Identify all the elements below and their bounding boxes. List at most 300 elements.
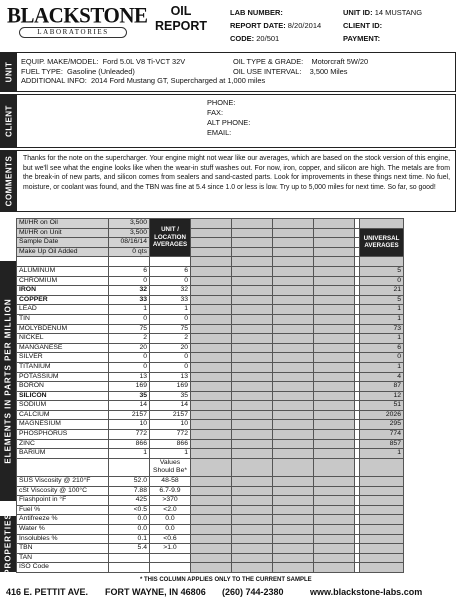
history-cell xyxy=(191,505,232,515)
report-title xyxy=(146,4,216,34)
history-cell xyxy=(273,449,314,459)
property-should-be: <0.6 xyxy=(150,534,191,544)
history-cell xyxy=(232,430,273,440)
history-cell xyxy=(191,410,232,420)
property-value: 52.0 xyxy=(109,477,150,487)
element-universal-average: 4 xyxy=(360,372,404,382)
history-cell xyxy=(314,486,355,496)
history-cell xyxy=(232,238,273,248)
history-cell xyxy=(191,544,232,554)
equip-label: EQUIP. MAKE/MODEL: xyxy=(21,57,99,66)
element-unit-average: 0 xyxy=(150,276,191,286)
lab-number-label: LAB NUMBER: xyxy=(230,8,283,17)
history-cell xyxy=(273,391,314,401)
property-should-be: <2.0 xyxy=(150,505,191,515)
history-cell xyxy=(314,247,355,257)
history-cell xyxy=(191,420,232,430)
history-cell xyxy=(232,449,273,459)
element-sample-value: 0 xyxy=(109,314,150,324)
property-universal xyxy=(360,505,404,515)
history-cell xyxy=(191,439,232,449)
element-name: POTASSIUM xyxy=(17,372,109,382)
property-row xyxy=(17,553,404,563)
report-meta-right xyxy=(343,6,422,45)
oil-type-value: Motorcraft 5W/20 xyxy=(311,57,369,66)
element-sample-value: 0 xyxy=(109,276,150,286)
history-cell xyxy=(232,314,273,324)
sample-info-value: 08/16/14 xyxy=(109,238,150,248)
element-sample-value: 866 xyxy=(109,439,150,449)
history-cell xyxy=(232,477,273,487)
additional-info-label: ADDITIONAL INFO: xyxy=(21,76,87,85)
element-row xyxy=(17,382,404,392)
element-name: TIN xyxy=(17,314,109,324)
element-sample-value: 1 xyxy=(109,305,150,315)
element-row xyxy=(17,343,404,353)
element-unit-average: 2 xyxy=(150,334,191,344)
oil-type-label: OIL TYPE & GRADE: xyxy=(233,57,304,66)
property-value xyxy=(109,553,150,563)
history-cell xyxy=(314,410,355,420)
client-side-label: CLIENT xyxy=(1,95,17,147)
history-cell xyxy=(232,334,273,344)
history-cell xyxy=(314,544,355,554)
spacer-cell xyxy=(360,257,404,267)
comments-text: Thanks for the note on the supercharger. Your engine might not wear like our averages, which are based on the stock version of this engine, but we'll see what the engine looks like when the wear-in stuff washes out. For now, iron, copper, and silicon are high. The metals are from the break-in of new parts, and silicon comes from sealers and sand-casted parts. Look for improvements in these things next time. No fuel, moisture, or coolant was found, and the TBN was fine at 5.4 since 1.0 or less is low. Try up to 5,000 miles for next time. So far, so good! xyxy=(23,155,450,191)
properties-header-row xyxy=(17,458,404,476)
footer-phone: (260) 744-2380 xyxy=(222,587,284,597)
element-unit-average: 75 xyxy=(150,324,191,334)
property-row xyxy=(17,525,404,535)
client-contact-fields xyxy=(207,98,250,138)
unit-averages-header: UNIT / LOCATION AVERAGES xyxy=(150,219,191,257)
fax-label: FAX: xyxy=(207,108,224,117)
sample-info-row xyxy=(17,247,404,257)
history-cell xyxy=(232,553,273,563)
element-universal-average: 73 xyxy=(360,324,404,334)
sample-info-label: Make Up Oil Added xyxy=(17,247,109,257)
history-cell xyxy=(273,314,314,324)
history-cell xyxy=(232,372,273,382)
history-cell xyxy=(191,430,232,440)
element-unit-average: 866 xyxy=(150,439,191,449)
blackstone-logo xyxy=(7,2,148,44)
history-cell xyxy=(232,525,273,535)
element-row xyxy=(17,449,404,459)
history-cell xyxy=(191,247,232,257)
history-cell xyxy=(273,228,314,238)
history-cell xyxy=(232,228,273,238)
element-row xyxy=(17,362,404,372)
history-cell xyxy=(314,286,355,296)
history-cell xyxy=(314,553,355,563)
client-section xyxy=(0,94,456,148)
element-row xyxy=(17,324,404,334)
element-sample-value: 1 xyxy=(109,449,150,459)
element-unit-average: 6 xyxy=(150,266,191,276)
history-cell xyxy=(232,305,273,315)
history-cell xyxy=(232,410,273,420)
element-sample-value: 2 xyxy=(109,334,150,344)
equip-value: Ford 5.0L V8 Ti-VCT 32V xyxy=(102,57,186,66)
oil-interval-value: 3,500 Miles xyxy=(309,66,348,76)
element-sample-value: 35 xyxy=(109,391,150,401)
element-sample-value: 32 xyxy=(109,286,150,296)
property-value: 425 xyxy=(109,496,150,506)
unit-side-label: UNIT xyxy=(1,53,17,91)
comments-section xyxy=(0,150,456,212)
property-value: 7.88 xyxy=(109,486,150,496)
history-cell xyxy=(232,401,273,411)
element-sample-value: 14 xyxy=(109,401,150,411)
unit-id-label: UNIT ID: xyxy=(343,8,373,17)
property-should-be: 0.0 xyxy=(150,525,191,535)
code-label: CODE: xyxy=(230,34,255,43)
element-row xyxy=(17,401,404,411)
history-cell xyxy=(191,324,232,334)
element-name: LEAD xyxy=(17,305,109,315)
property-universal xyxy=(360,544,404,554)
history-cell xyxy=(232,266,273,276)
history-cell xyxy=(232,391,273,401)
elements-side-label: ELEMENTS IN PARTS PER MILLION xyxy=(0,261,16,501)
results-table xyxy=(16,218,404,573)
element-unit-average: 33 xyxy=(150,295,191,305)
alt-phone-label: ALT PHONE: xyxy=(207,118,251,127)
history-cell xyxy=(232,534,273,544)
element-unit-average: 0 xyxy=(150,362,191,372)
element-row xyxy=(17,439,404,449)
element-name: ZINC xyxy=(17,439,109,449)
history-cell xyxy=(314,314,355,324)
history-cell xyxy=(232,257,273,267)
history-cell xyxy=(314,343,355,353)
history-cell xyxy=(232,247,273,257)
history-cell xyxy=(314,534,355,544)
element-row xyxy=(17,391,404,401)
properties-header-blank xyxy=(17,458,109,476)
history-cell xyxy=(314,334,355,344)
footer-address: 416 E. PETTIT AVE. xyxy=(6,587,89,597)
element-name: BARIUM xyxy=(17,449,109,459)
properties-side-label: PROPERTIES xyxy=(0,516,16,572)
history-cell xyxy=(273,515,314,525)
column-gap xyxy=(355,238,360,248)
history-cell xyxy=(273,362,314,372)
sample-info-label: MI/HR on Oil xyxy=(17,219,109,229)
element-unit-average: 20 xyxy=(150,343,191,353)
property-universal xyxy=(360,553,404,563)
element-sample-value: 2157 xyxy=(109,410,150,420)
history-cell xyxy=(191,228,232,238)
element-name: PHOSPHORUS xyxy=(17,430,109,440)
history-cell xyxy=(314,401,355,411)
history-cell xyxy=(314,372,355,382)
logo-subtitle: LABORATORIES xyxy=(19,27,127,38)
element-name: MANGANESE xyxy=(17,343,109,353)
element-unit-average: 169 xyxy=(150,382,191,392)
property-universal xyxy=(360,563,404,573)
element-row xyxy=(17,314,404,324)
element-name: BORON xyxy=(17,382,109,392)
element-universal-average: 5 xyxy=(360,266,404,276)
unit-section xyxy=(0,52,456,92)
history-cell xyxy=(191,362,232,372)
history-cell xyxy=(232,382,273,392)
element-row xyxy=(17,276,404,286)
property-name: Fuel % xyxy=(17,505,109,515)
history-cell xyxy=(273,505,314,515)
element-unit-average: 1 xyxy=(150,305,191,315)
element-name: CALCIUM xyxy=(17,410,109,420)
element-name: MOLYBDENUM xyxy=(17,324,109,334)
element-universal-average: 1 xyxy=(360,305,404,315)
history-cell xyxy=(273,324,314,334)
sample-info-row xyxy=(17,238,404,248)
logo-name: BLACKSTONE xyxy=(7,2,148,28)
property-row xyxy=(17,486,404,496)
payment-label: PAYMENT: xyxy=(343,34,381,43)
property-universal xyxy=(360,525,404,535)
property-row xyxy=(17,544,404,554)
unit-info-right xyxy=(233,57,368,76)
history-cell xyxy=(232,362,273,372)
universal-averages-header: UNIVERSAL AVERAGES xyxy=(360,228,404,257)
spacer-cell xyxy=(109,257,150,267)
history-cell xyxy=(273,238,314,248)
history-cell xyxy=(191,276,232,286)
report-date-value: 8/20/2014 xyxy=(287,21,322,30)
history-cell xyxy=(273,430,314,440)
history-cell xyxy=(232,276,273,286)
history-cell xyxy=(314,295,355,305)
history-cell xyxy=(314,276,355,286)
history-cell xyxy=(191,295,232,305)
history-cell xyxy=(273,372,314,382)
history-cell xyxy=(314,515,355,525)
element-universal-average: 1 xyxy=(360,334,404,344)
history-cell xyxy=(314,324,355,334)
report-date-label: REPORT DATE: xyxy=(230,21,286,30)
history-cell xyxy=(273,439,314,449)
history-cell xyxy=(314,496,355,506)
element-universal-average: 1 xyxy=(360,362,404,372)
history-cell xyxy=(191,401,232,411)
element-name: COPPER xyxy=(17,295,109,305)
history-cell xyxy=(191,391,232,401)
history-cell xyxy=(191,486,232,496)
history-cell xyxy=(191,553,232,563)
column-gap xyxy=(355,247,360,257)
element-universal-average: 5 xyxy=(360,295,404,305)
property-should-be xyxy=(150,563,191,573)
history-cell xyxy=(314,439,355,449)
history-cell xyxy=(191,286,232,296)
element-unit-average: 1 xyxy=(150,449,191,459)
history-cell xyxy=(314,266,355,276)
history-cell xyxy=(314,353,355,363)
element-unit-average: 0 xyxy=(150,314,191,324)
element-universal-average: 1 xyxy=(360,314,404,324)
sample-info-label: Sample Date xyxy=(17,238,109,248)
property-row xyxy=(17,563,404,573)
element-universal-average: 774 xyxy=(360,430,404,440)
element-universal-average: 87 xyxy=(360,382,404,392)
history-cell xyxy=(232,295,273,305)
history-cell xyxy=(314,449,355,459)
element-row xyxy=(17,372,404,382)
element-name: NICKEL xyxy=(17,334,109,344)
element-universal-average: 0 xyxy=(360,353,404,363)
property-universal xyxy=(360,515,404,525)
history-cell xyxy=(232,505,273,515)
history-cell xyxy=(232,420,273,430)
oil-interval-label: OIL USE INTERVAL: xyxy=(233,66,302,76)
property-universal xyxy=(360,477,404,487)
history-cell xyxy=(273,563,314,573)
property-name: cSt Viscosity @ 100°C xyxy=(17,486,109,496)
history-cell xyxy=(273,276,314,286)
history-cell xyxy=(191,563,232,573)
history-cell xyxy=(191,372,232,382)
element-universal-average: 6 xyxy=(360,343,404,353)
property-name: Flashpoint in °F xyxy=(17,496,109,506)
element-universal-average: 1 xyxy=(360,449,404,459)
history-cell xyxy=(232,324,273,334)
history-cell xyxy=(273,486,314,496)
history-cell xyxy=(273,334,314,344)
element-universal-average: 295 xyxy=(360,420,404,430)
additional-info-value: 2014 Ford Mustang GT, Supercharged at 1,000 miles xyxy=(90,76,266,85)
footer-website: www.blackstone-labs.com xyxy=(310,587,423,597)
spacer-cell xyxy=(150,257,191,267)
element-name: SODIUM xyxy=(17,401,109,411)
element-sample-value: 169 xyxy=(109,382,150,392)
report-meta-left xyxy=(230,6,321,45)
element-sample-value: 772 xyxy=(109,430,150,440)
property-value: 0.0 xyxy=(109,515,150,525)
history-cell xyxy=(273,544,314,554)
element-sample-value: 33 xyxy=(109,295,150,305)
element-row xyxy=(17,295,404,305)
history-cell xyxy=(314,563,355,573)
property-row xyxy=(17,505,404,515)
property-value: 0.1 xyxy=(109,534,150,544)
history-cell xyxy=(191,305,232,315)
history-cell xyxy=(314,477,355,487)
element-sample-value: 13 xyxy=(109,372,150,382)
history-cell xyxy=(273,286,314,296)
email-label: EMAIL: xyxy=(207,128,232,137)
property-name: Antifreeze % xyxy=(17,515,109,525)
property-value: 5.4 xyxy=(109,544,150,554)
property-universal xyxy=(360,486,404,496)
element-sample-value: 10 xyxy=(109,420,150,430)
property-universal xyxy=(360,496,404,506)
history-cell xyxy=(232,515,273,525)
history-cell xyxy=(232,496,273,506)
element-unit-average: 35 xyxy=(150,391,191,401)
footnote: * THIS COLUMN APPLIES ONLY TO THE CURRENT SAMPLE xyxy=(140,577,312,583)
history-cell xyxy=(273,353,314,363)
history-cell xyxy=(314,382,355,392)
property-value xyxy=(109,563,150,573)
element-row xyxy=(17,286,404,296)
sample-info-value: 3,500 xyxy=(109,228,150,238)
history-cell xyxy=(314,391,355,401)
element-unit-average: 32 xyxy=(150,286,191,296)
history-cell xyxy=(191,238,232,248)
property-value: <0.5 xyxy=(109,505,150,515)
history-cell xyxy=(273,477,314,487)
element-row xyxy=(17,334,404,344)
spacer-cell xyxy=(17,257,109,267)
history-cell xyxy=(314,430,355,440)
element-sample-value: 20 xyxy=(109,343,150,353)
history-cell xyxy=(191,382,232,392)
element-name: SILICON xyxy=(17,391,109,401)
element-universal-average: 2026 xyxy=(360,410,404,420)
element-universal-average: 0 xyxy=(360,276,404,286)
element-name: CHROMIUM xyxy=(17,276,109,286)
history-cell xyxy=(191,534,232,544)
history-cell xyxy=(191,458,232,476)
element-row xyxy=(17,266,404,276)
history-cell xyxy=(232,343,273,353)
history-cell xyxy=(273,219,314,229)
sample-info-row xyxy=(17,219,404,229)
properties-header-blank xyxy=(360,458,404,476)
element-unit-average: 772 xyxy=(150,430,191,440)
phone-label: PHONE: xyxy=(207,98,236,107)
results-grid xyxy=(0,218,456,575)
element-universal-average: 51 xyxy=(360,401,404,411)
element-unit-average: 0 xyxy=(150,353,191,363)
history-cell xyxy=(191,266,232,276)
spacer-row xyxy=(17,257,404,267)
history-cell xyxy=(314,458,355,476)
history-cell xyxy=(232,486,273,496)
history-cell xyxy=(273,266,314,276)
sample-info-value: 0 qts xyxy=(109,247,150,257)
history-cell xyxy=(191,449,232,459)
report-title-line2: REPORT xyxy=(154,19,208,33)
history-cell xyxy=(273,420,314,430)
property-row xyxy=(17,496,404,506)
element-unit-average: 10 xyxy=(150,420,191,430)
property-name: Water % xyxy=(17,525,109,535)
history-cell xyxy=(314,420,355,430)
element-sample-value: 0 xyxy=(109,362,150,372)
element-row xyxy=(17,410,404,420)
fuel-type-label: FUEL TYPE: xyxy=(21,66,63,76)
history-cell xyxy=(314,525,355,535)
history-cell xyxy=(314,228,355,238)
element-sample-value: 6 xyxy=(109,266,150,276)
history-cell xyxy=(314,505,355,515)
universal-spacer xyxy=(360,219,404,229)
property-should-be: 0.0 xyxy=(150,515,191,525)
history-cell xyxy=(273,343,314,353)
report-title-line1: OIL xyxy=(170,4,192,18)
comments-side-label: COMMENTS xyxy=(1,151,17,211)
element-unit-average: 13 xyxy=(150,372,191,382)
unit-id-value: 14 MUSTANG xyxy=(374,8,423,17)
history-cell xyxy=(191,353,232,363)
history-cell xyxy=(273,295,314,305)
footer-city: FORT WAYNE, IN 46806 xyxy=(105,587,206,597)
property-value: 0.0 xyxy=(109,525,150,535)
